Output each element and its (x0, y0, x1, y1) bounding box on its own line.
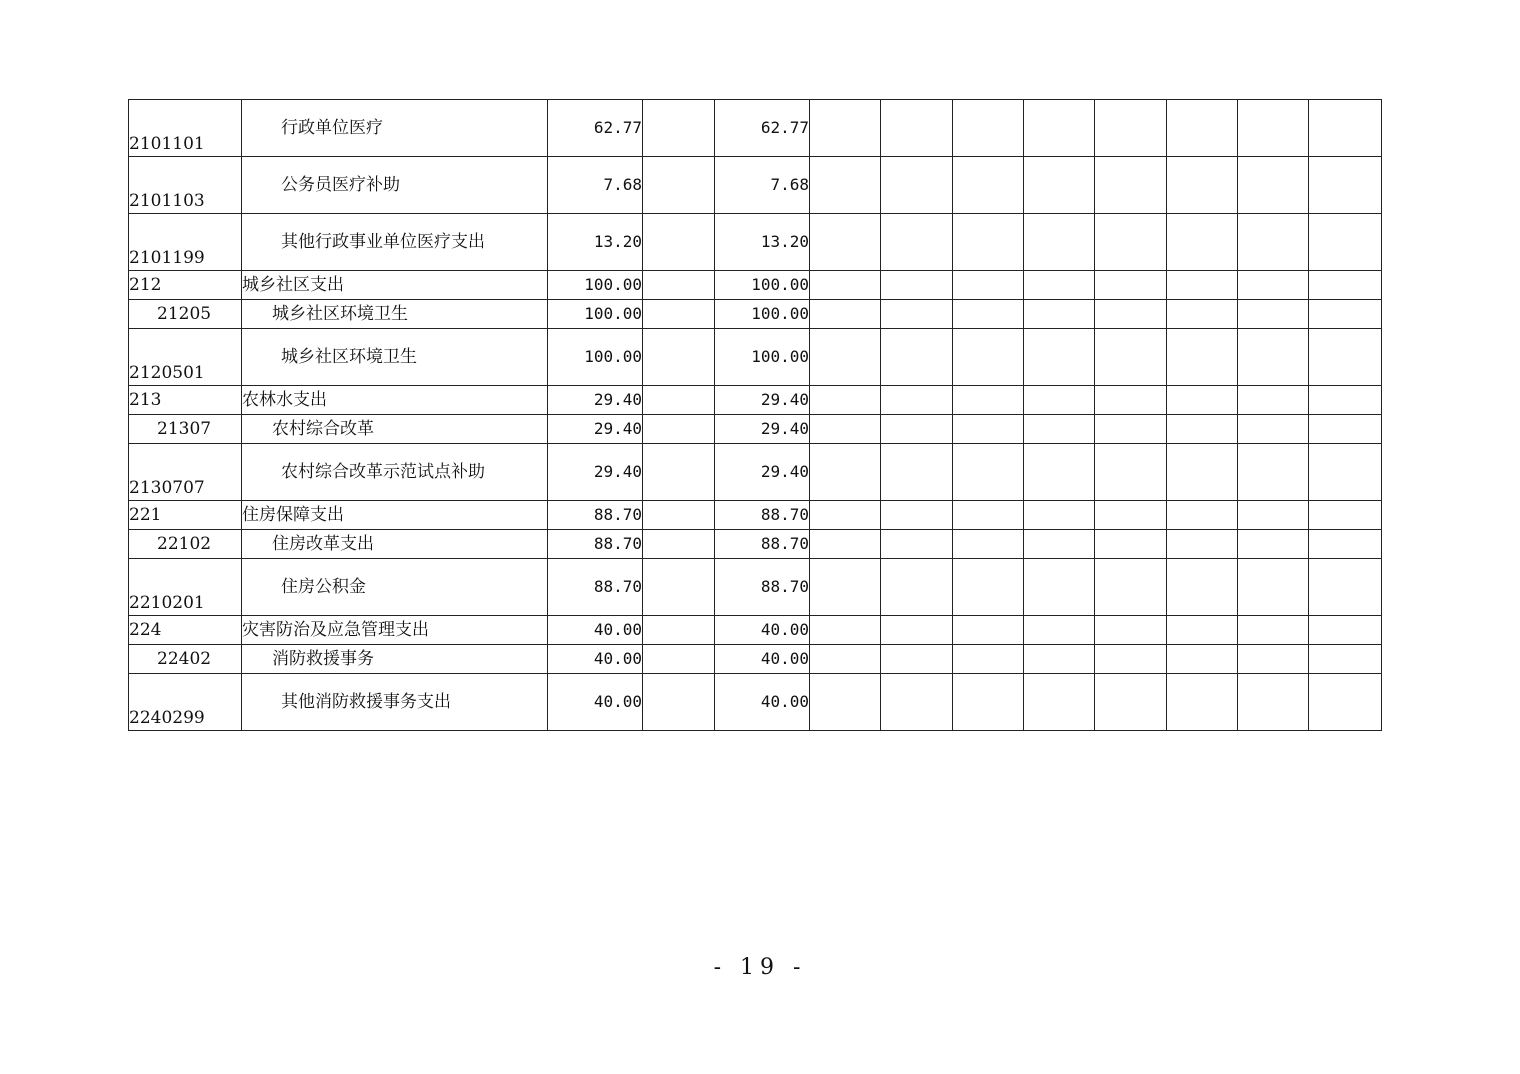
empty-cell (881, 501, 953, 530)
table-row (129, 559, 1382, 616)
table-row (129, 674, 1382, 731)
empty-cell (953, 300, 1024, 329)
empty-cell (1167, 386, 1238, 415)
empty-cell (881, 415, 953, 444)
empty-cell (881, 300, 953, 329)
empty-cell (1024, 674, 1095, 731)
fiscal-amount-cell: 29.40 (715, 415, 810, 444)
empty-cell (1309, 530, 1382, 559)
empty-cell (1024, 616, 1095, 645)
empty-cell (643, 157, 715, 214)
table-row (129, 386, 1382, 415)
empty-cell (1024, 415, 1095, 444)
subject-code-cell: 221 (129, 501, 242, 530)
empty-cell (810, 329, 881, 386)
empty-cell (881, 444, 953, 501)
table-body (129, 100, 1382, 731)
subject-name-cell: 城乡社区环境卫生 (242, 329, 548, 386)
empty-cell (1309, 157, 1382, 214)
total-amount-cell: 88.70 (548, 559, 643, 616)
empty-cell (810, 100, 881, 157)
empty-cell (1095, 329, 1167, 386)
empty-cell (1167, 559, 1238, 616)
empty-cell (953, 157, 1024, 214)
fiscal-amount-cell: 100.00 (715, 271, 810, 300)
empty-cell (953, 100, 1024, 157)
empty-cell (881, 530, 953, 559)
subject-code-cell: 2130707 (129, 444, 242, 501)
empty-cell (881, 645, 953, 674)
empty-cell (1309, 444, 1382, 501)
total-amount-cell: 40.00 (548, 645, 643, 674)
empty-cell (1238, 386, 1309, 415)
subject-code-cell: 212 (129, 271, 242, 300)
empty-cell (1238, 329, 1309, 386)
empty-cell (1309, 645, 1382, 674)
empty-cell (810, 415, 881, 444)
empty-cell (643, 645, 715, 674)
subject-code-cell: 21205 (129, 300, 242, 329)
empty-cell (810, 444, 881, 501)
empty-cell (1238, 674, 1309, 731)
empty-cell (953, 674, 1024, 731)
empty-cell (953, 386, 1024, 415)
table-row (129, 530, 1382, 559)
subject-code-cell: 224 (129, 616, 242, 645)
empty-cell (1238, 616, 1309, 645)
empty-cell (1024, 157, 1095, 214)
empty-cell (1095, 271, 1167, 300)
empty-cell (1024, 530, 1095, 559)
empty-cell (953, 271, 1024, 300)
empty-cell (1309, 214, 1382, 271)
empty-cell (1024, 386, 1095, 415)
subject-code-cell: 22102 (129, 530, 242, 559)
fiscal-amount-cell: 40.00 (715, 674, 810, 731)
total-amount-cell: 88.70 (548, 530, 643, 559)
subject-name-cell: 公务员医疗补助 (242, 157, 548, 214)
empty-cell (881, 674, 953, 731)
empty-cell (810, 271, 881, 300)
empty-cell (810, 645, 881, 674)
table-row (129, 329, 1382, 386)
empty-cell (953, 645, 1024, 674)
empty-cell (881, 271, 953, 300)
empty-cell (810, 214, 881, 271)
empty-cell (1095, 100, 1167, 157)
empty-cell (810, 157, 881, 214)
empty-cell (1238, 214, 1309, 271)
empty-cell (1167, 674, 1238, 731)
empty-cell (1024, 444, 1095, 501)
total-amount-cell: 100.00 (548, 329, 643, 386)
empty-cell (1167, 271, 1238, 300)
subject-name-cell: 其他消防救援事务支出 (242, 674, 548, 731)
empty-cell (1167, 100, 1238, 157)
empty-cell (1238, 157, 1309, 214)
empty-cell (1167, 214, 1238, 271)
empty-cell (1309, 386, 1382, 415)
empty-cell (953, 214, 1024, 271)
subject-name-cell: 农村综合改革示范试点补助 (242, 444, 548, 501)
empty-cell (1309, 271, 1382, 300)
fiscal-amount-cell: 88.70 (715, 530, 810, 559)
empty-cell (1024, 559, 1095, 616)
empty-cell (1238, 530, 1309, 559)
subject-code-cell: 22402 (129, 645, 242, 674)
total-amount-cell: 40.00 (548, 674, 643, 731)
total-amount-cell: 88.70 (548, 501, 643, 530)
empty-cell (1095, 645, 1167, 674)
empty-cell (1309, 501, 1382, 530)
empty-cell (643, 100, 715, 157)
empty-cell (643, 271, 715, 300)
total-amount-cell: 7.68 (548, 157, 643, 214)
empty-cell (1309, 674, 1382, 731)
subject-name-cell: 住房改革支出 (242, 530, 548, 559)
empty-cell (1095, 501, 1167, 530)
empty-cell (1024, 300, 1095, 329)
fiscal-amount-cell: 29.40 (715, 444, 810, 501)
empty-cell (1238, 100, 1309, 157)
empty-cell (1238, 501, 1309, 530)
fiscal-amount-cell: 62.77 (715, 100, 810, 157)
total-amount-cell: 13.20 (548, 214, 643, 271)
fiscal-amount-cell: 88.70 (715, 559, 810, 616)
empty-cell (1309, 300, 1382, 329)
fiscal-amount-cell: 100.00 (715, 300, 810, 329)
empty-cell (1238, 444, 1309, 501)
empty-cell (1024, 100, 1095, 157)
fiscal-amount-cell: 40.00 (715, 645, 810, 674)
empty-cell (643, 214, 715, 271)
empty-cell (1167, 329, 1238, 386)
empty-cell (953, 501, 1024, 530)
empty-cell (1238, 300, 1309, 329)
empty-cell (643, 300, 715, 329)
empty-cell (1095, 559, 1167, 616)
subject-name-cell: 农林水支出 (242, 386, 548, 415)
subject-code-cell: 213 (129, 386, 242, 415)
empty-cell (1024, 214, 1095, 271)
table-row (129, 100, 1382, 157)
table-row (129, 214, 1382, 271)
empty-cell (1024, 271, 1095, 300)
empty-cell (953, 329, 1024, 386)
fiscal-amount-cell: 7.68 (715, 157, 810, 214)
empty-cell (881, 157, 953, 214)
empty-cell (1238, 415, 1309, 444)
total-amount-cell: 100.00 (548, 300, 643, 329)
total-amount-cell: 40.00 (548, 616, 643, 645)
empty-cell (810, 300, 881, 329)
empty-cell (1167, 157, 1238, 214)
fiscal-amount-cell: 100.00 (715, 329, 810, 386)
table-row (129, 157, 1382, 214)
subject-name-cell: 住房公积金 (242, 559, 548, 616)
table-row (129, 645, 1382, 674)
empty-cell (810, 616, 881, 645)
total-amount-cell: 62.77 (548, 100, 643, 157)
empty-cell (881, 214, 953, 271)
subject-code-cell: 2240299 (129, 674, 242, 731)
empty-cell (810, 674, 881, 731)
total-amount-cell: 29.40 (548, 415, 643, 444)
empty-cell (1095, 530, 1167, 559)
table-row (129, 501, 1382, 530)
subject-name-cell: 农村综合改革 (242, 415, 548, 444)
empty-cell (1167, 501, 1238, 530)
empty-cell (1238, 645, 1309, 674)
page-number: - 19 - (713, 955, 807, 980)
empty-cell (1309, 616, 1382, 645)
empty-cell (881, 616, 953, 645)
empty-cell (1309, 415, 1382, 444)
subject-name-cell: 其他行政事业单位医疗支出 (242, 214, 548, 271)
empty-cell (1167, 300, 1238, 329)
empty-cell (1024, 645, 1095, 674)
empty-cell (643, 616, 715, 645)
empty-cell (1024, 501, 1095, 530)
empty-cell (1167, 444, 1238, 501)
empty-cell (1095, 157, 1167, 214)
empty-cell (643, 444, 715, 501)
subject-code-cell: 2101199 (129, 214, 242, 271)
subject-code-cell: 2210201 (129, 559, 242, 616)
empty-cell (1167, 415, 1238, 444)
empty-cell (1095, 444, 1167, 501)
subject-name-cell: 住房保障支出 (242, 501, 548, 530)
fiscal-amount-cell: 88.70 (715, 501, 810, 530)
empty-cell (881, 100, 953, 157)
table-row (129, 300, 1382, 329)
empty-cell (953, 530, 1024, 559)
empty-cell (1167, 530, 1238, 559)
table-row (129, 444, 1382, 501)
subject-name-cell: 城乡社区支出 (242, 271, 548, 300)
subject-code-cell: 2120501 (129, 329, 242, 386)
empty-cell (1095, 214, 1167, 271)
fiscal-amount-cell: 29.40 (715, 386, 810, 415)
empty-cell (881, 386, 953, 415)
table-row (129, 415, 1382, 444)
empty-cell (1095, 415, 1167, 444)
empty-cell (1095, 386, 1167, 415)
empty-cell (643, 674, 715, 731)
empty-cell (810, 386, 881, 415)
subject-name-cell: 消防救援事务 (242, 645, 548, 674)
total-amount-cell: 100.00 (548, 271, 643, 300)
budget-expenditure-table (128, 99, 1382, 731)
empty-cell (810, 501, 881, 530)
subject-code-cell: 21307 (129, 415, 242, 444)
empty-cell (1309, 100, 1382, 157)
empty-cell (1309, 559, 1382, 616)
empty-cell (953, 415, 1024, 444)
empty-cell (1309, 329, 1382, 386)
subject-name-cell: 行政单位医疗 (242, 100, 548, 157)
empty-cell (1095, 674, 1167, 731)
fiscal-amount-cell: 13.20 (715, 214, 810, 271)
empty-cell (810, 559, 881, 616)
empty-cell (881, 329, 953, 386)
empty-cell (643, 415, 715, 444)
table-row (129, 616, 1382, 645)
fiscal-amount-cell: 40.00 (715, 616, 810, 645)
empty-cell (1095, 300, 1167, 329)
empty-cell (953, 444, 1024, 501)
total-amount-cell: 29.40 (548, 386, 643, 415)
empty-cell (643, 530, 715, 559)
subject-name-cell: 城乡社区环境卫生 (242, 300, 548, 329)
subject-name-cell: 灾害防治及应急管理支出 (242, 616, 548, 645)
empty-cell (1024, 329, 1095, 386)
empty-cell (953, 559, 1024, 616)
empty-cell (881, 559, 953, 616)
empty-cell (810, 530, 881, 559)
empty-cell (1167, 645, 1238, 674)
total-amount-cell: 29.40 (548, 444, 643, 501)
empty-cell (1095, 616, 1167, 645)
empty-cell (1167, 616, 1238, 645)
empty-cell (1238, 559, 1309, 616)
subject-code-cell: 2101103 (129, 157, 242, 214)
empty-cell (1238, 271, 1309, 300)
table-row (129, 271, 1382, 300)
empty-cell (643, 559, 715, 616)
empty-cell (953, 616, 1024, 645)
empty-cell (643, 501, 715, 530)
empty-cell (643, 329, 715, 386)
subject-code-cell: 2101101 (129, 100, 242, 157)
empty-cell (643, 386, 715, 415)
